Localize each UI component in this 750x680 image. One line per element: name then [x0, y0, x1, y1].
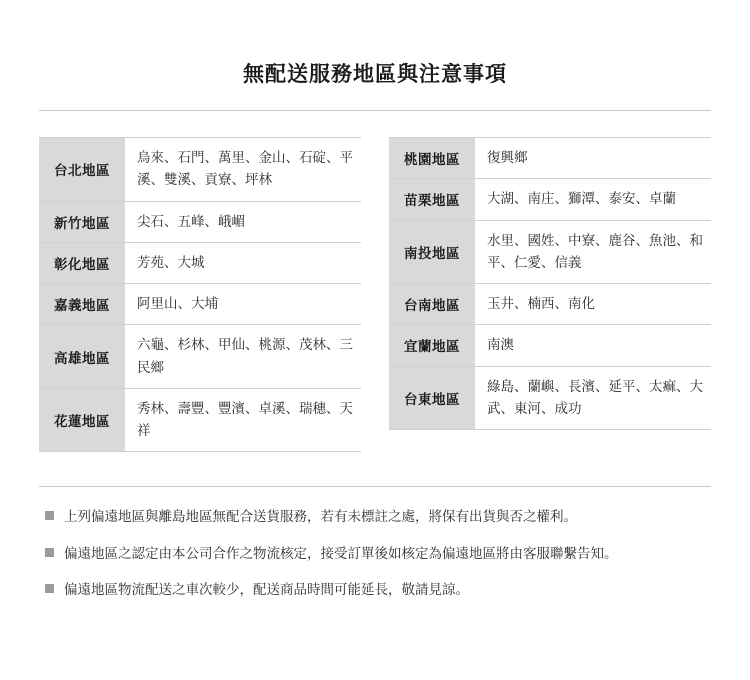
page-title: 無配送服務地區與注意事項	[243, 62, 507, 86]
table-row	[39, 242, 361, 284]
area-towns: 尖石、五峰、峨嵋	[137, 213, 245, 230]
area-tables	[39, 137, 711, 452]
table-row	[389, 220, 711, 285]
table-row	[389, 366, 711, 431]
note-text: 偏遠地區之認定由本公司合作之物流核定，接受訂單後如核定為偏遠地區將由客服聯繫告知。	[64, 545, 618, 562]
table-row	[389, 283, 711, 325]
area-label: 彰化地區	[39, 243, 125, 283]
area-towns: 烏來、石門、萬里、金山、石碇、平溪、雙溪、貢寮、坪林	[137, 150, 353, 189]
area-label: 台北地區	[39, 138, 125, 201]
table-row	[39, 324, 361, 389]
area-label: 南投地區	[389, 221, 475, 284]
square-bullet-icon	[45, 584, 54, 593]
area-label: 桃園地區	[389, 138, 475, 178]
notes-divider	[39, 486, 711, 487]
area-towns: 六龜、杉林、甲仙、桃源、茂林、三民鄉	[137, 337, 353, 376]
area-towns: 秀林、壽豐、豐濱、卓溪、瑞穗、天祥	[137, 400, 353, 440]
area-label: 台南地區	[389, 284, 475, 324]
note-text: 上列偏遠地區與離島地區無配合送貨服務，若有未標註之處，將保有出貨與否之權利。	[64, 509, 577, 526]
area-towns: 復興鄉	[487, 150, 528, 166]
area-table-right	[375, 137, 711, 452]
area-towns: 綠島、蘭嶼、長濱、延平、太痲、大武、東河、成功	[487, 378, 703, 417]
list-item	[39, 507, 711, 527]
list-item	[39, 580, 711, 600]
area-towns: 南澳	[487, 337, 514, 354]
area-label: 台東地區	[389, 367, 475, 430]
area-table-left	[39, 137, 375, 452]
table-row	[389, 137, 711, 179]
square-bullet-icon	[45, 511, 54, 520]
table-row	[39, 201, 361, 243]
area-towns: 大湖、南庄、獅潭、泰安、卓蘭	[487, 191, 676, 208]
area-towns: 阿里山、大埔	[137, 296, 218, 313]
area-towns: 芳苑、大城	[137, 254, 205, 271]
area-label: 新竹地區	[39, 202, 125, 242]
note-text: 偏遠地區物流配送之車次較少，配送商品時間可能延長，敬請見諒。	[64, 581, 469, 598]
area-label: 嘉義地區	[39, 284, 125, 324]
list-item	[39, 544, 711, 564]
area-label: 宜蘭地區	[389, 325, 475, 365]
table-row	[39, 137, 361, 202]
table-row	[389, 324, 711, 366]
area-label: 花蓮地區	[39, 389, 125, 452]
table-row	[39, 388, 361, 453]
square-bullet-icon	[45, 548, 54, 557]
title-divider	[39, 110, 711, 111]
area-label: 高雄地區	[39, 325, 125, 388]
area-towns: 玉井、楠西、南化	[487, 296, 595, 313]
area-towns: 水里、國姓、中寮、鹿谷、魚池、和平、仁愛、信義	[487, 232, 703, 271]
area-label: 苗栗地區	[389, 179, 475, 219]
table-row	[39, 283, 361, 325]
table-row	[389, 178, 711, 220]
notes-list	[39, 507, 711, 600]
